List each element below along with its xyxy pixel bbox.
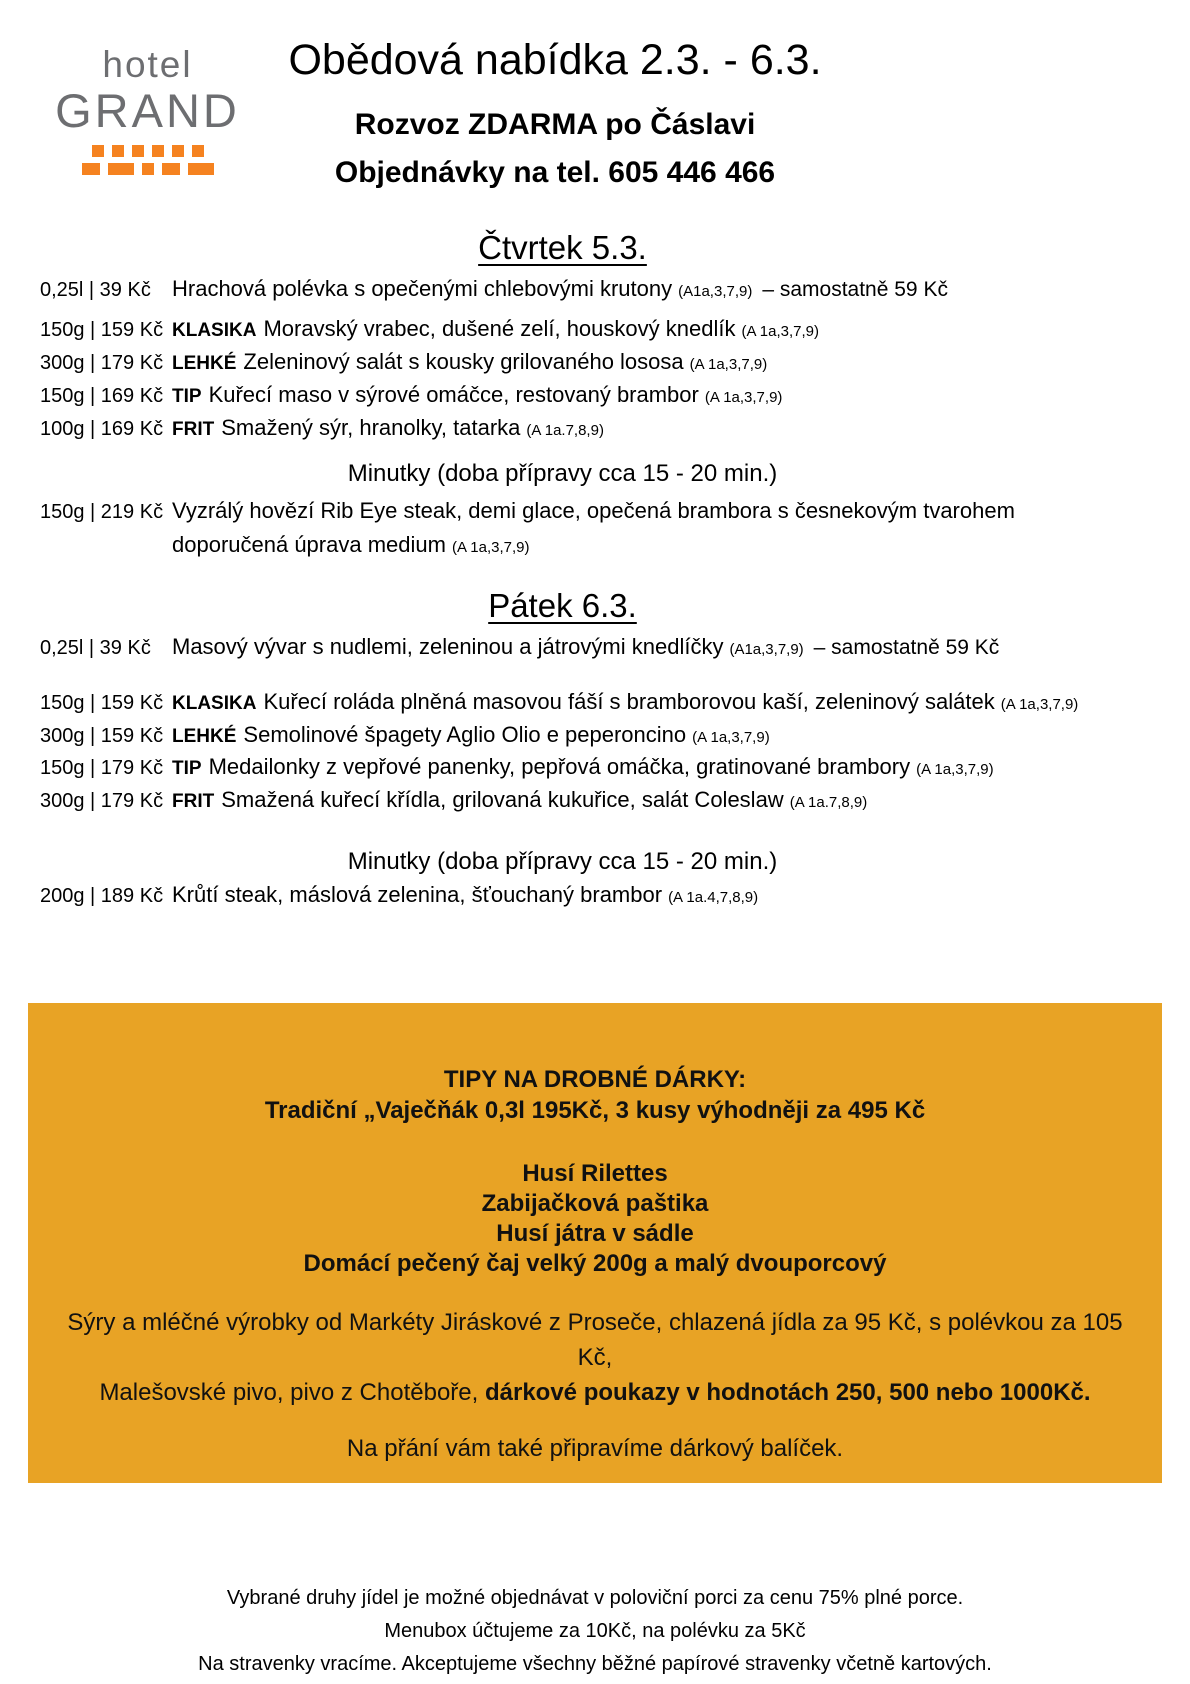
giftbox-paragraph [28, 1305, 1162, 1410]
menu-body [40, 228, 1085, 914]
portion-price: 300g | 159 Kč [40, 724, 164, 747]
gift-item: Husí Rilettes [522, 1160, 668, 1187]
dish-description [172, 787, 867, 814]
orders-phone-subtitle: Objednávky na tel. 605 446 466 [334, 156, 776, 189]
soup-row [40, 276, 1085, 302]
soup-note: – samostatně 59 Kč [813, 636, 1000, 660]
portion-price: 200g | 189 Kč [40, 884, 164, 907]
category-tag: LEHKÉ [172, 725, 237, 747]
allergens: (A 1a.7,8,9) [789, 794, 868, 812]
dish-name: Moravský vrabec, dušené zelí, houskový knedlík [263, 316, 736, 342]
portion-price: 0,25l | 39 Kč [40, 279, 151, 301]
allergens: (A 1a,3,7,9) [451, 538, 530, 556]
minutky-heading-friday: Minutky (doba přípravy cca 15 - 20 min.) [347, 847, 778, 875]
menu-item-row [40, 754, 1085, 781]
giftbox-paragraph-line2: Malešovské pivo, pivo z Chotěboře, [99, 1379, 485, 1406]
gift-item: Zabijačková paštika [481, 1190, 709, 1217]
category-tag: TIP [172, 385, 202, 407]
category-tag: TIP [172, 758, 202, 780]
menu-item-row [40, 382, 1085, 409]
footer-notes [0, 1582, 1190, 1681]
main-dishes-thursday [40, 316, 1085, 441]
menu-item-row [40, 415, 1085, 442]
menu-item-row [40, 316, 1085, 343]
menu-item-row [40, 689, 1085, 716]
giftbox-subtitle: Tradiční „Vaječňák 0,3l 195Kč, 3 kusy výhodněji za 495 Kč [264, 1097, 926, 1124]
allergens: (A 1a,3,7,9) [916, 761, 994, 779]
category-tag: FRIT [172, 418, 215, 440]
day-heading-friday: Pátek 6.3. [488, 587, 637, 625]
dish-name: Semolinové špagety Aglio Olio e peperoncino [243, 721, 687, 747]
gift-item: Domácí pečený čaj velký 200g a malý dvouporcový [303, 1250, 887, 1277]
menu-item-row [40, 787, 1085, 814]
giftbox-paragraph-line1: Sýry a mléčné výrobky od Markéty Jiráskové z Proseče, chlazená jídla za 95 Kč, s polévkou za 105 Kč, [67, 1309, 1123, 1371]
dish-description [172, 722, 770, 749]
dish-name-line2: doporučená úprava medium (A 1a,3,7,9) [172, 531, 530, 557]
footer-line: Na stravenky vracíme. Akceptujeme všechny běžné papírové stravenky včetně kartových. [198, 1653, 992, 1675]
giftbox-closing: Na přání vám také připravíme dárkový balíček. [346, 1435, 844, 1462]
allergens: (A 1a.4,7,8,9) [668, 888, 759, 906]
dish-description [172, 316, 819, 343]
dish-name: Kuřecí roláda plněná masovou fáší s bramborovou kaší, zeleninový salátek [263, 688, 995, 714]
logo-word-hotel: hotel [102, 44, 193, 85]
category-tag: KLASIKA [172, 692, 257, 714]
allergens: (A1a,3,7,9) [678, 283, 753, 300]
main-dishes-friday [40, 689, 1085, 814]
dish-description [172, 754, 994, 781]
allergens: (A 1a.7,8,9) [526, 421, 604, 439]
day-heading-thursday: Čtvrtek 5.3. [478, 229, 647, 266]
allergens: (A 1a,3,7,9) [704, 388, 783, 406]
gift-tips-box [28, 1003, 1162, 1483]
portion-price: 300g | 179 Kč [40, 352, 164, 375]
portion-price: 150g | 169 Kč [40, 384, 164, 407]
soup-row [40, 634, 1085, 660]
dish-name: Krůtí steak, máslová zelenina, šťouchaný brambor [172, 881, 663, 907]
header [40, 36, 1070, 197]
portion-price: 150g | 159 Kč [40, 319, 164, 342]
dish-name: Hrachová polévka s opečenými chlebovými krutony [172, 276, 673, 301]
menu-item-row [40, 722, 1085, 749]
soup-note: – samostatně 59 Kč [762, 278, 948, 301]
dish-description [172, 689, 1078, 716]
category-tag: LEHKÉ [172, 353, 237, 375]
minutky-heading-thursday: Minutky (doba přípravy cca 15 - 20 min.) [347, 459, 778, 487]
logo-word-grand: GRAND [55, 83, 240, 137]
dish-description [172, 276, 948, 302]
dish-description [172, 498, 1015, 559]
footer-line: Menubox účtujeme za 10Kč, na polévku za 5Kč [384, 1620, 806, 1642]
dish-name: Medailonky z vepřové panenky, pepřová omáčka, gratinované brambory [208, 754, 911, 780]
portion-price: 150g | 219 Kč [40, 500, 164, 523]
dish-description [172, 882, 758, 908]
dish-name: Masový vývar s nudlemi, zeleninou a játrovými knedlíčky [172, 634, 724, 660]
portion-price: 100g | 169 Kč [40, 417, 164, 440]
category-tag: KLASIKA [172, 320, 257, 342]
dish-name: Smažený sýr, hranolky, tatarka [221, 414, 521, 440]
menu-item-row [40, 349, 1085, 376]
giftbox-title: TIPY NA DROBNÉ DÁRKY: [443, 1066, 747, 1093]
dish-description [172, 634, 999, 660]
footer-line: Vybrané druhy jídel je možné objednávat v poloviční porci za cenu 75% plné porce. [226, 1587, 964, 1609]
allergens: (A1a,3,7,9) [729, 641, 804, 659]
portion-price: 0,25l | 39 Kč [40, 637, 151, 660]
page-title: Obědová nabídka 2.3. - 6.3. [288, 36, 822, 84]
minutka-row [40, 498, 1085, 559]
dish-description [172, 349, 767, 376]
category-tag: FRIT [172, 791, 215, 813]
gift-item: Husí játra v sádle [496, 1220, 694, 1247]
allergens: (A 1a,3,7,9) [1000, 695, 1079, 713]
dish-name: Smažená kuřecí křídla, grilovaná kukuřice, salát Coleslaw [221, 787, 784, 813]
portion-price: 300g | 179 Kč [40, 790, 164, 813]
allergens: (A 1a,3,7,9) [689, 356, 768, 374]
portion-price: 150g | 179 Kč [40, 757, 164, 780]
giftbox-paragraph-line2-bold: dárkové poukazy v hodnotách 250, 500 nebo 1000Kč. [484, 1379, 1091, 1406]
dish-name: Kuřecí maso v sýrové omáčce, restovaný brambor [208, 381, 699, 407]
allergens: (A 1a,3,7,9) [692, 728, 770, 746]
minutka-row [40, 882, 1085, 908]
dish-name: Vyzrálý hovězí Rib Eye steak, demi glace, opečená brambora s česnekovým tvarohem [172, 497, 1015, 523]
giftbox-items [28, 1159, 1162, 1279]
allergens: (A 1a,3,7,9) [741, 323, 820, 341]
dish-description [172, 382, 782, 409]
portion-price: 150g | 159 Kč [40, 691, 164, 714]
dish-description [172, 415, 604, 442]
dish-name: Zeleninový salát s kousky grilovaného lososa [243, 349, 684, 375]
delivery-subtitle: Rozvoz ZDARMA po Čáslavi [354, 108, 756, 141]
